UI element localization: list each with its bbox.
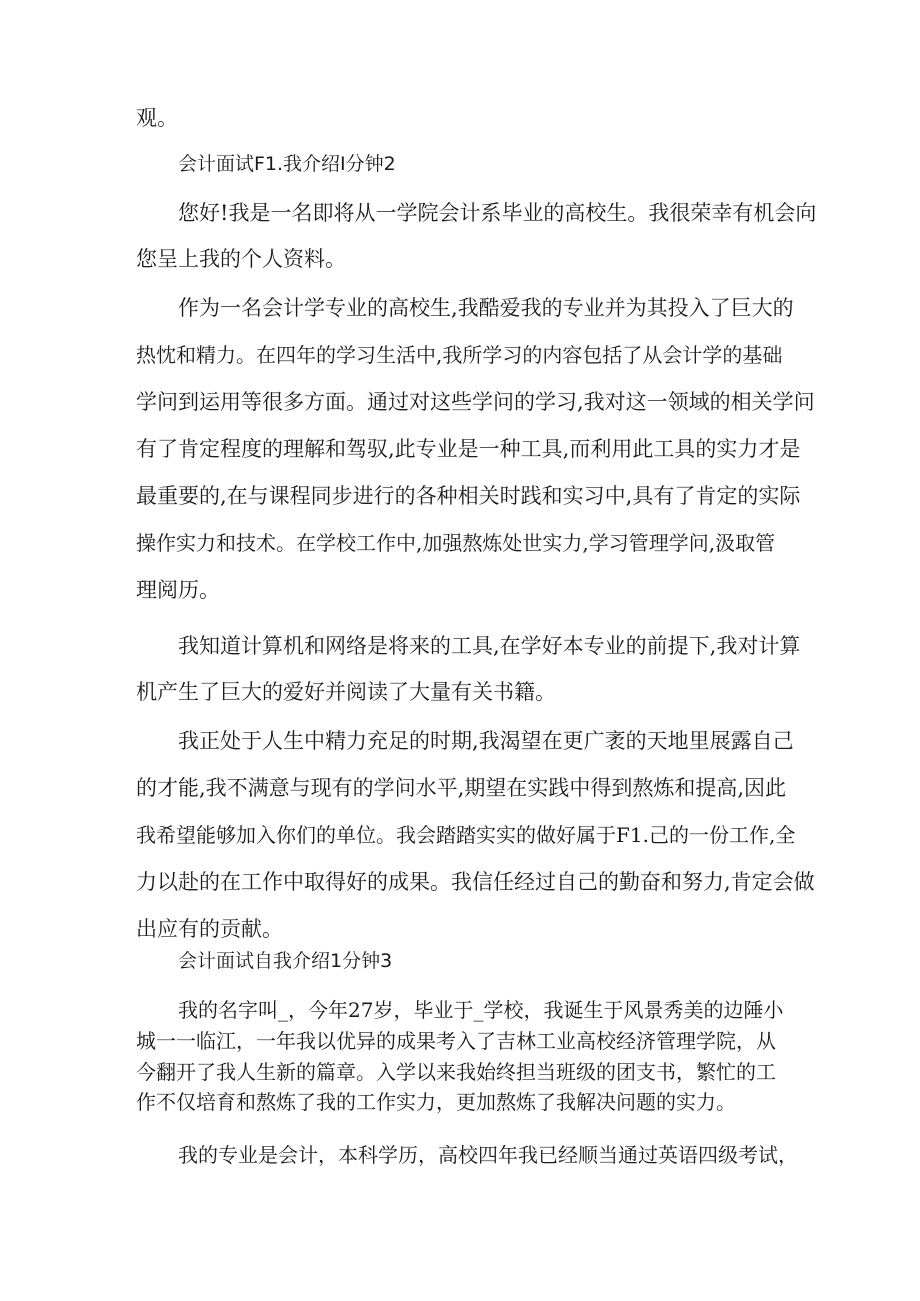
text-line: 我知道计算机和网络是将来的工具,在学好本专业的前提下,我对计算 [178, 634, 801, 658]
text-line: 我正处于人生中精力充足的时期,我渴望在更广袤的天地里展露自己 [178, 729, 794, 753]
heading-text: 会计面试F1.我介绍I分钟2 [178, 153, 396, 175]
text-line: 理阅历。 [136, 578, 220, 602]
text-line: 我的专业是会计，本科学历，高校四年我已经顺当通过英语四级考试， [178, 1143, 798, 1167]
text-line: 作为一名会计学专业的高校生,我酷爱我的专业并为其投入了巨大的 [178, 296, 794, 320]
text-line: 的才能,我不满意与现有的学问水平,期望在实践中得到熬炼和提高,因此 [136, 776, 787, 800]
text-line: 力以赴的在工作中取得好的成果。我信任经过自己的勤奋和努力,肯定会做 [136, 870, 815, 894]
text-line: 学问到运用等很多方面。通过对这些学问的学习,我对这一领域的相关学问 [136, 390, 815, 414]
text-line: 机产生了巨大的爱好并阅读了大量有关书籍。 [136, 680, 556, 704]
text-line: 您好!我是一名即将从一学院会计系毕业的高校生。我很荣幸有机会向 [178, 201, 817, 225]
text-line: 我的名字叫_，今年27岁，毕业于_学校，我诞生于风景秀美的边陲小 [178, 998, 784, 1022]
heading-text: 会计面试自我介绍1分钟3 [178, 950, 393, 972]
text-line: 您呈上我的个人资料。 [136, 247, 346, 271]
text-line: 最重要的,在与课程同步进行的各种相关时践和实习中,具有了肯定的实际 [136, 484, 801, 508]
text-line: 操作实力和技术。在学校工作中,加强熬炼处世实力,学习管理学问,汲取管 [136, 531, 776, 555]
text-line: 观。 [136, 106, 178, 130]
text-line: 出应有的贡献。 [136, 917, 283, 941]
text-line: 作不仅培育和熬炼了我的工作实力，更加熬炼了我解决问题的实力。 [136, 1090, 736, 1114]
text-line: 今翻开了我人生新的篇章。入学以来我始终担当班级的团支书，繁忙的工 [136, 1060, 776, 1084]
text-line: 有了肯定程度的理解和驾驭,此专业是一种工具,而利用此工具的实力才是 [136, 437, 801, 461]
text-line: 我希望能够加入你们的单位。我会踏踏实实的做好属于F1.己的一份工作,全 [136, 823, 796, 847]
text-line: 城一一临江，一年我以优异的成果考入了吉林工业高校经济管理学院，从 [136, 1029, 776, 1053]
text-line: 热忱和精力。在四年的学习生活中,我所学习的内容包括了从会计学的基础 [136, 343, 783, 367]
